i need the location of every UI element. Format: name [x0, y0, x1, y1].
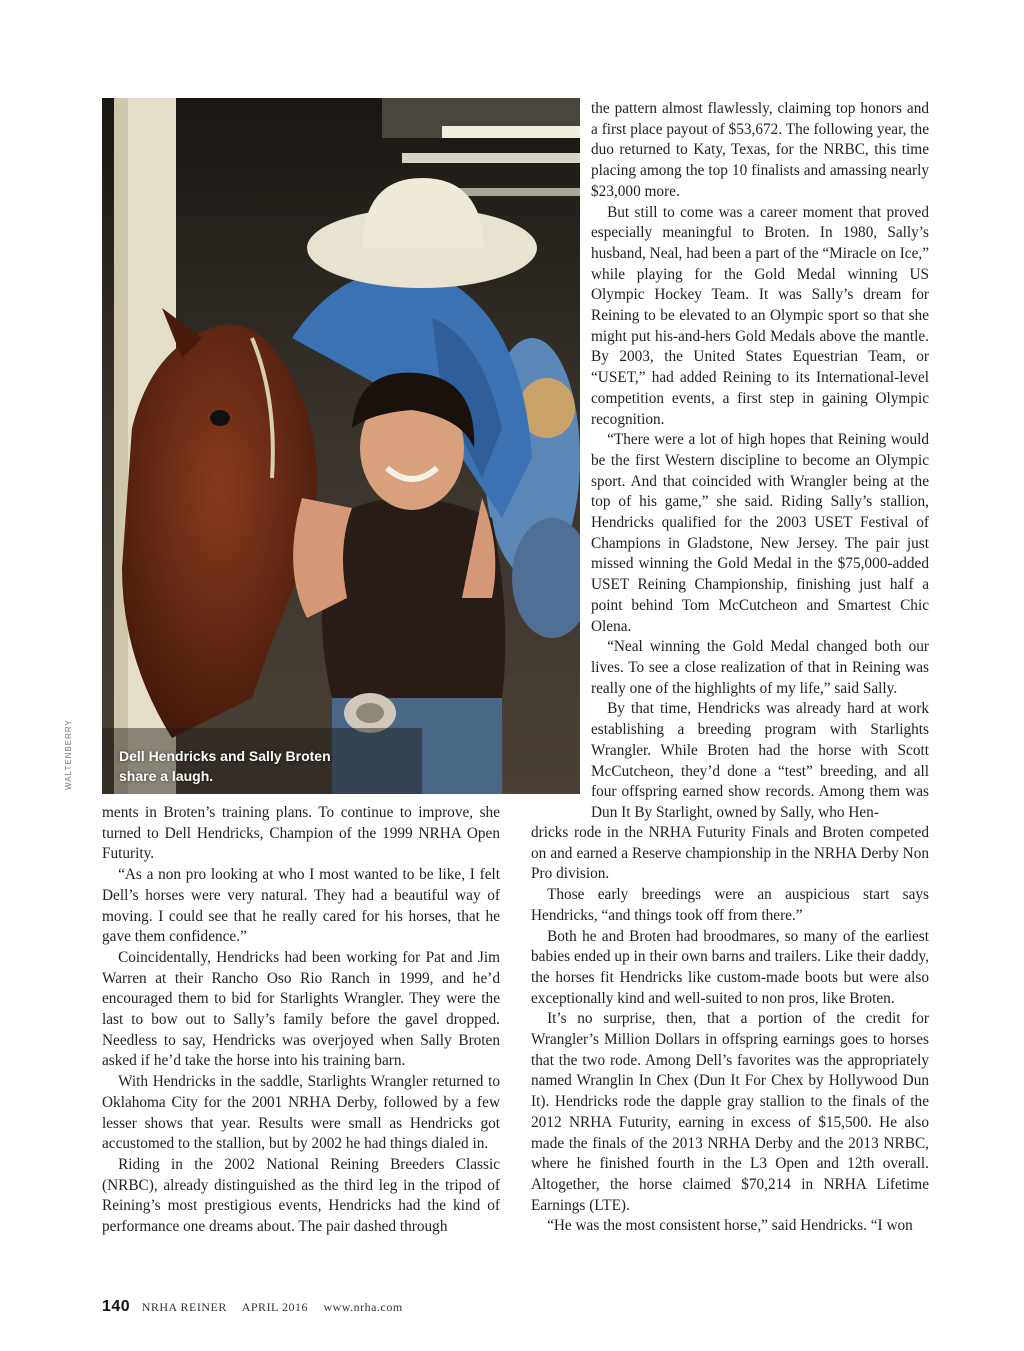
paragraph: Both he and Broten had broodmares, so many of the earliest babies ended up in their own barns and trailers. Like their daddy, the horses fit Hendricks like custom-made boots but were also exceptionally kind and well-suited to non pros, like Broten. — [531, 927, 929, 1007]
paragraph: By that time, Hendricks was already hard at work establishing a breeding program with Starlights Wrangler. While Broten had the horse with Scott McCutcheon, they’d done a “test” breeding, and all four offspring earned show records. Among them was Dun It By Starlight, owned by Sally, who Hen- — [591, 700, 929, 821]
article-photo — [102, 98, 580, 794]
right-column-upper — [591, 99, 929, 824]
page-number: 140 — [102, 1298, 131, 1315]
photo-illustration — [102, 98, 580, 794]
paragraph: With Hendricks in the saddle, Starlights Wrangler returned to Oklahoma City for the 2001 NRHA Derby, followed by a few lesser shows that year. Results were small as Hendricks got accustomed to the stallion, but by 2002 he had things dialed in. — [102, 1073, 500, 1153]
paragraph: Those early breedings were an auspicious start says Hendricks, “and things took off from there.” — [531, 886, 929, 924]
paragraph: Coincidentally, Hendricks had been working for Pat and Jim Warren at their Rancho Oso Rio Ranch in 1999, and he’d encouraged them to bid for Starlights Wrangler. They were the last to bow out to Sally’s family before the gavel dropped. Needless to say, Hendricks was overjoyed when Sally Broten asked if he’d take the horse into his training barn. — [102, 948, 500, 1070]
page-footer — [102, 1298, 403, 1316]
paragraph: “There were a lot of high hopes that Reining would be the first Western discipline to become an Olympic sport. And that coincided with Wrangler being at the top of his game,” she said. Riding Sally’s stallion, Hendricks qualified for the 2003 USET Festival of Champions in Gladstone, New Jersey. The pair just missed winning the Gold Medal in the $75,000-added USET Reining Championship, finishing just half a point behind Tom McCutcheon and Smartest Chic Olena. — [591, 431, 929, 635]
magazine-name: NRHA REINER — [141, 1300, 227, 1314]
issue-date: APRIL 2016 — [241, 1300, 308, 1314]
right-column-lower — [531, 823, 929, 1237]
paragraph: But still to come was a career moment that proved especially meaningful to Broten. In 1980, Sally’s husband, Neal, had been a part of the “Miracle on Ice,” while playing for the Gold Medal winning US Olympic Hockey Team. It was Sally’s dream for Reining to be elevated to an Olympic sport so that she might put his-and-hers Gold Medals above the mantle. By 2003, the United States Equestrian Team, or “USET,” had added Reining to its International-level competition events, a first step in gaining Olympic recognition. — [591, 203, 929, 428]
left-column — [102, 803, 500, 1238]
paragraph: the pattern almost flawlessly, claiming top honors and a first place payout of $53,672. The following year, the duo returned to Katy, Texas, for the NRBC, this time placing among the top 10 finalists and amassing nearly $23,000 more. — [591, 100, 929, 200]
photo-caption — [119, 746, 379, 786]
caption-line-2: share a laugh. — [119, 768, 214, 784]
paragraph: “Neal winning the Gold Medal changed both our lives. To see a close realization of that in Reining was really one of the highlights of my life,” said Sally. — [591, 638, 929, 697]
paragraph: “He was the most consistent horse,” said Hendricks. “I won — [547, 1217, 913, 1235]
caption-line-1: Dell Hendricks and Sally Broten — [119, 748, 331, 764]
website-link[interactable]: www.nrha.com — [323, 1300, 403, 1314]
paragraph: Riding in the 2002 National Reining Breeders Classic (NRBC), already distinguished as the third leg in the tripod of Reining’s most prestigious events, Hendricks had the kind of performance one dreams about. The pair dashed through — [102, 1155, 500, 1236]
paragraph: ments in Broten’s training plans. To continue to improve, she turned to Dell Hendricks, Champion of the 1999 NRHA Open Futurity. — [102, 804, 500, 863]
paragraph: It’s no surprise, then, that a portion of the credit for Wrangler’s Million Dollars in offspring earnings goes to horses that the two rode. Among Dell’s favorites was the appropriately named Wranglin In Chex (Dun It For Chex by Hollywood Dun It). Hendricks rode the dapple gray stallion to the finals of the 2012 NRHA Futurity, earning in excess of $15,500. He also made the finals of the 2013 NRHA Derby and the 2013 NRBC, where he finished fourth in the L3 Open and 12th overall. Altogether, the horse claimed $70,214 in NRHA Lifetime Earnings (LTE). — [531, 1010, 929, 1214]
photo-credit: WALTENBERRY — [64, 719, 73, 790]
paragraph: dricks rode in the NRHA Futurity Finals and Broten competed on and earned a Reserve championship in the NRHA Derby Non Pro division. — [531, 824, 929, 883]
paragraph: “As a non pro looking at who I most wanted to be like, I felt Dell’s horses were very natural. They had a beautiful way of moving. I could see that he really cared for his horses, that he gave them confidence.” — [102, 866, 500, 946]
